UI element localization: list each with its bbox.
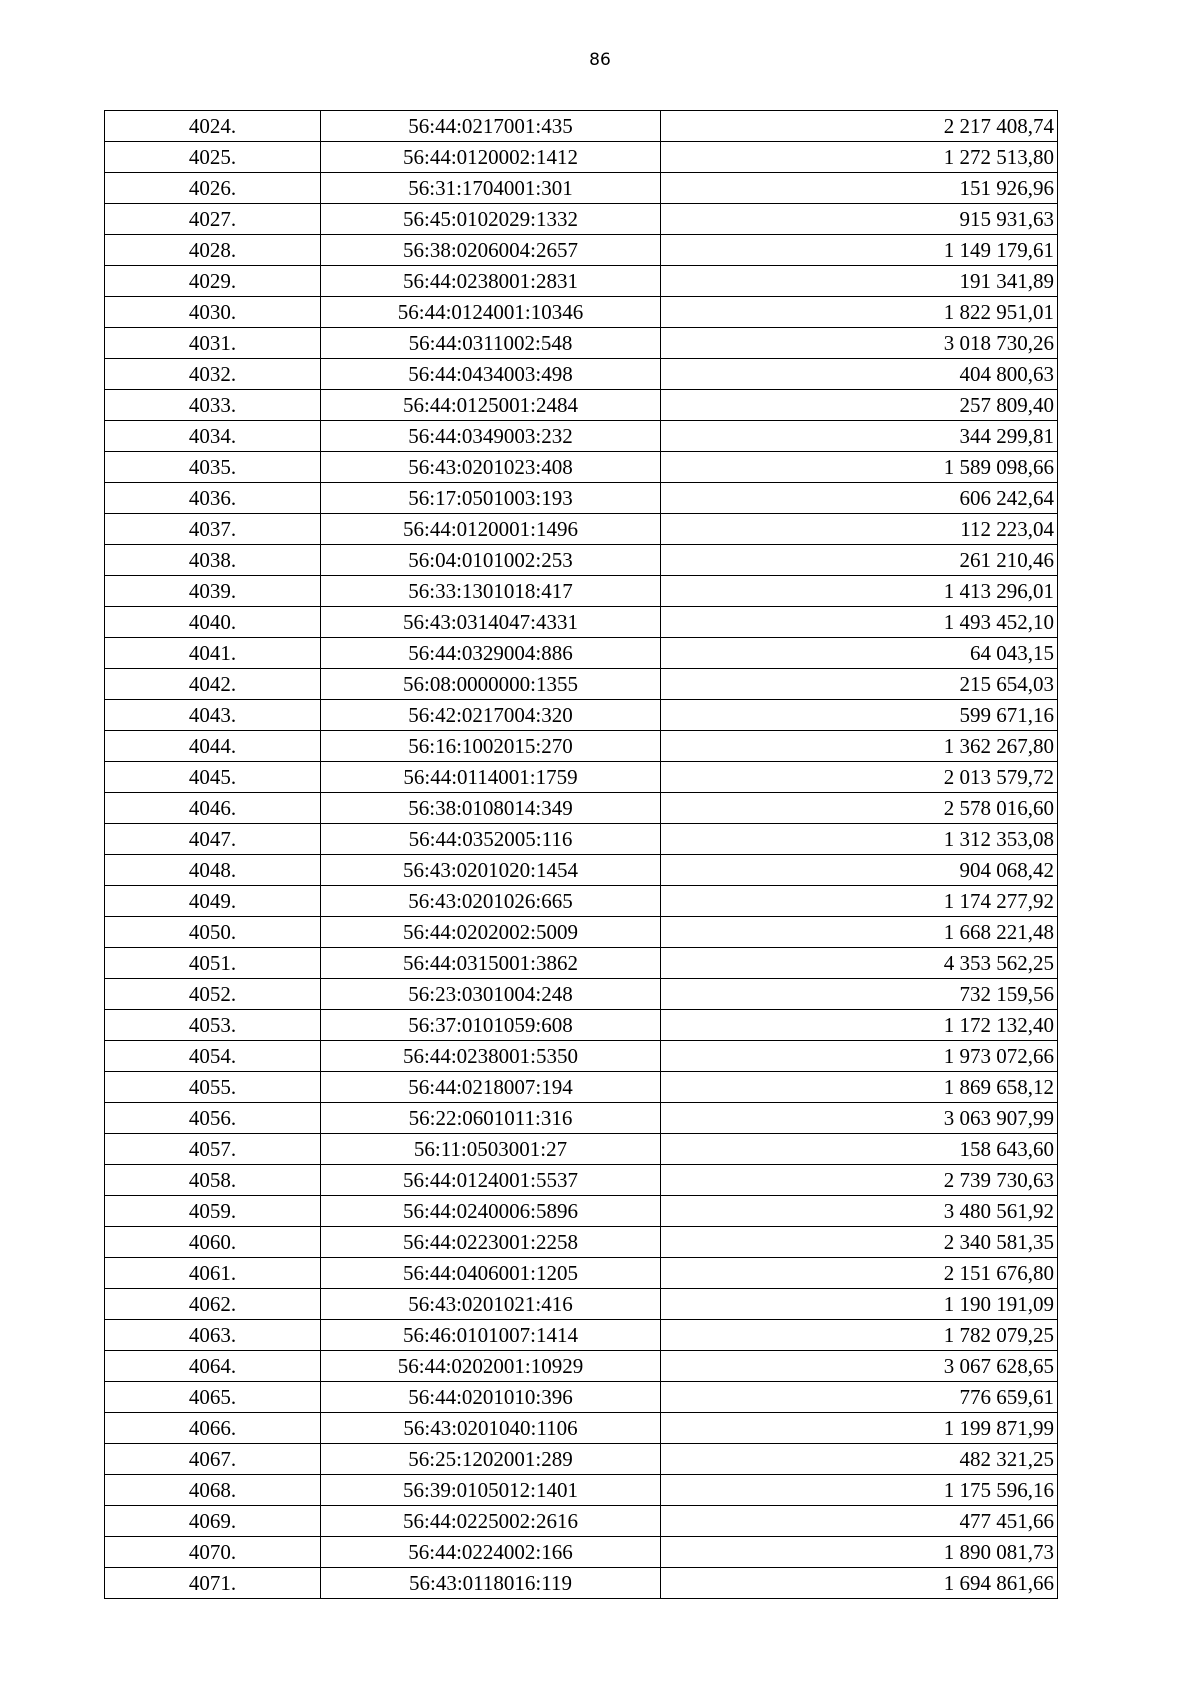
table-row: [105, 638, 1058, 669]
cadastral-number-cell: 56:39:0105012:1401: [321, 1475, 661, 1506]
cadastral-value-cell: 1 362 267,80: [661, 731, 1058, 762]
table-row: [105, 483, 1058, 514]
table-row: [105, 1258, 1058, 1289]
cadastral-number-cell: 56:16:1002015:270: [321, 731, 661, 762]
cadastral-number-cell: 56:25:1202001:289: [321, 1444, 661, 1475]
cadastral-value-cell: 1 172 132,40: [661, 1010, 1058, 1041]
cadastral-number-cell: 56:44:0311002:548: [321, 328, 661, 359]
table-row: [105, 1351, 1058, 1382]
table-row: [105, 576, 1058, 607]
table-row: [105, 1041, 1058, 1072]
cadastral-number-cell: 56:04:0101002:253: [321, 545, 661, 576]
cadastral-value-cell: 2 151 676,80: [661, 1258, 1058, 1289]
cadastral-number-cell: 56:44:0202002:5009: [321, 917, 661, 948]
cadastral-value-cell: 1 413 296,01: [661, 576, 1058, 607]
table-row: [105, 793, 1058, 824]
row-number-cell: 4036.: [105, 483, 321, 514]
table-row: [105, 1289, 1058, 1320]
cadastral-number-cell: 56:44:0238001:5350: [321, 1041, 661, 1072]
row-number-cell: 4060.: [105, 1227, 321, 1258]
cadastral-number-cell: 56:43:0201023:408: [321, 452, 661, 483]
cadastral-value-cell: 257 809,40: [661, 390, 1058, 421]
cadastral-value-table: [104, 110, 1058, 1599]
table-row: [105, 328, 1058, 359]
row-number-cell: 4044.: [105, 731, 321, 762]
cadastral-value-cell: 1 312 353,08: [661, 824, 1058, 855]
cadastral-value-cell: 2 340 581,35: [661, 1227, 1058, 1258]
cadastral-value-cell: 776 659,61: [661, 1382, 1058, 1413]
cadastral-number-cell: 56:44:0223001:2258: [321, 1227, 661, 1258]
row-number-cell: 4032.: [105, 359, 321, 390]
row-number-cell: 4042.: [105, 669, 321, 700]
cadastral-number-cell: 56:44:0201010:396: [321, 1382, 661, 1413]
table-row: [105, 1475, 1058, 1506]
cadastral-number-cell: 56:44:0240006:5896: [321, 1196, 661, 1227]
row-number-cell: 4043.: [105, 700, 321, 731]
table-row: [105, 731, 1058, 762]
cadastral-number-cell: 56:31:1704001:301: [321, 173, 661, 204]
cadastral-value-cell: 1 782 079,25: [661, 1320, 1058, 1351]
table-row: [105, 111, 1058, 142]
table-row: [105, 142, 1058, 173]
table-row: [105, 421, 1058, 452]
cadastral-value-cell: 606 242,64: [661, 483, 1058, 514]
cadastral-value-cell: 404 800,63: [661, 359, 1058, 390]
cadastral-value-cell: 477 451,66: [661, 1506, 1058, 1537]
row-number-cell: 4051.: [105, 948, 321, 979]
row-number-cell: 4039.: [105, 576, 321, 607]
cadastral-number-cell: 56:44:0225002:2616: [321, 1506, 661, 1537]
cadastral-value-cell: 2 739 730,63: [661, 1165, 1058, 1196]
cadastral-value-cell: 482 321,25: [661, 1444, 1058, 1475]
row-number-cell: 4024.: [105, 111, 321, 142]
row-number-cell: 4029.: [105, 266, 321, 297]
cadastral-value-cell: 1 149 179,61: [661, 235, 1058, 266]
table-row: [105, 1072, 1058, 1103]
table-row: [105, 1196, 1058, 1227]
table-row: [105, 266, 1058, 297]
table-body: [105, 111, 1058, 1599]
cadastral-value-cell: 1 822 951,01: [661, 297, 1058, 328]
table-row: [105, 390, 1058, 421]
row-number-cell: 4037.: [105, 514, 321, 545]
row-number-cell: 4065.: [105, 1382, 321, 1413]
cadastral-value-cell: 64 043,15: [661, 638, 1058, 669]
cadastral-number-cell: 56:43:0201020:1454: [321, 855, 661, 886]
cadastral-number-cell: 56:46:0101007:1414: [321, 1320, 661, 1351]
row-number-cell: 4027.: [105, 204, 321, 235]
row-number-cell: 4034.: [105, 421, 321, 452]
cadastral-number-cell: 56:37:0101059:608: [321, 1010, 661, 1041]
row-number-cell: 4053.: [105, 1010, 321, 1041]
cadastral-value-cell: 1 272 513,80: [661, 142, 1058, 173]
cadastral-number-cell: 56:43:0201026:665: [321, 886, 661, 917]
cadastral-number-cell: 56:33:1301018:417: [321, 576, 661, 607]
row-number-cell: 4035.: [105, 452, 321, 483]
cadastral-value-cell: 3 067 628,65: [661, 1351, 1058, 1382]
cadastral-value-cell: 112 223,04: [661, 514, 1058, 545]
table-row: [105, 235, 1058, 266]
cadastral-number-cell: 56:17:0501003:193: [321, 483, 661, 514]
table-row: [105, 762, 1058, 793]
row-number-cell: 4049.: [105, 886, 321, 917]
table-row: [105, 1134, 1058, 1165]
row-number-cell: 4028.: [105, 235, 321, 266]
cadastral-value-cell: 344 299,81: [661, 421, 1058, 452]
cadastral-value-cell: 261 210,46: [661, 545, 1058, 576]
cadastral-number-cell: 56:44:0125001:2484: [321, 390, 661, 421]
cadastral-value-cell: 158 643,60: [661, 1134, 1058, 1165]
table-row: [105, 669, 1058, 700]
cadastral-value-cell: 2 578 016,60: [661, 793, 1058, 824]
table-row: [105, 979, 1058, 1010]
row-number-cell: 4059.: [105, 1196, 321, 1227]
row-number-cell: 4057.: [105, 1134, 321, 1165]
row-number-cell: 4030.: [105, 297, 321, 328]
cadastral-number-cell: 56:44:0434003:498: [321, 359, 661, 390]
table-row: [105, 1413, 1058, 1444]
row-number-cell: 4026.: [105, 173, 321, 204]
table-row: [105, 607, 1058, 638]
cadastral-number-cell: 56:43:0201021:416: [321, 1289, 661, 1320]
cadastral-number-cell: 56:45:0102029:1332: [321, 204, 661, 235]
table-row: [105, 545, 1058, 576]
row-number-cell: 4046.: [105, 793, 321, 824]
cadastral-value-cell: 1 890 081,73: [661, 1537, 1058, 1568]
row-number-cell: 4055.: [105, 1072, 321, 1103]
table-row: [105, 297, 1058, 328]
table-row: [105, 824, 1058, 855]
row-number-cell: 4070.: [105, 1537, 321, 1568]
row-number-cell: 4068.: [105, 1475, 321, 1506]
table-row: [105, 514, 1058, 545]
cadastral-value-cell: 1 174 277,92: [661, 886, 1058, 917]
cadastral-number-cell: 56:44:0114001:1759: [321, 762, 661, 793]
cadastral-number-cell: 56:23:0301004:248: [321, 979, 661, 1010]
cadastral-value-cell: 732 159,56: [661, 979, 1058, 1010]
cadastral-number-cell: 56:08:0000000:1355: [321, 669, 661, 700]
row-number-cell: 4056.: [105, 1103, 321, 1134]
row-number-cell: 4041.: [105, 638, 321, 669]
table-row: [105, 1010, 1058, 1041]
cadastral-value-cell: 1 175 596,16: [661, 1475, 1058, 1506]
cadastral-number-cell: 56:44:0406001:1205: [321, 1258, 661, 1289]
table-row: [105, 1227, 1058, 1258]
row-number-cell: 4031.: [105, 328, 321, 359]
cadastral-number-cell: 56:44:0124001:10346: [321, 297, 661, 328]
cadastral-value-cell: 1 694 861,66: [661, 1568, 1058, 1599]
row-number-cell: 4069.: [105, 1506, 321, 1537]
table-row: [105, 1444, 1058, 1475]
cadastral-number-cell: 56:44:0120001:1496: [321, 514, 661, 545]
row-number-cell: 4054.: [105, 1041, 321, 1072]
table-row: [105, 1382, 1058, 1413]
table-row: [105, 452, 1058, 483]
cadastral-value-cell: 1 493 452,10: [661, 607, 1058, 638]
cadastral-value-cell: 191 341,89: [661, 266, 1058, 297]
cadastral-value-cell: 2 013 579,72: [661, 762, 1058, 793]
table-row: [105, 204, 1058, 235]
cadastral-number-cell: 56:44:0352005:116: [321, 824, 661, 855]
cadastral-value-cell: 3 018 730,26: [661, 328, 1058, 359]
table-row: [105, 173, 1058, 204]
cadastral-number-cell: 56:44:0224002:166: [321, 1537, 661, 1568]
cadastral-number-cell: 56:43:0118016:119: [321, 1568, 661, 1599]
row-number-cell: 4047.: [105, 824, 321, 855]
cadastral-number-cell: 56:44:0329004:886: [321, 638, 661, 669]
row-number-cell: 4063.: [105, 1320, 321, 1351]
cadastral-value-cell: 1 973 072,66: [661, 1041, 1058, 1072]
table-row: [105, 1103, 1058, 1134]
cadastral-value-cell: 1 199 871,99: [661, 1413, 1058, 1444]
cadastral-number-cell: 56:44:0218007:194: [321, 1072, 661, 1103]
table-row: [105, 1506, 1058, 1537]
cadastral-value-cell: 4 353 562,25: [661, 948, 1058, 979]
cadastral-number-cell: 56:42:0217004:320: [321, 700, 661, 731]
cadastral-value-cell: 915 931,63: [661, 204, 1058, 235]
table-row: [105, 948, 1058, 979]
table-row: [105, 1165, 1058, 1196]
row-number-cell: 4061.: [105, 1258, 321, 1289]
row-number-cell: 4050.: [105, 917, 321, 948]
row-number-cell: 4038.: [105, 545, 321, 576]
row-number-cell: 4040.: [105, 607, 321, 638]
cadastral-number-cell: 56:44:0120002:1412: [321, 142, 661, 173]
row-number-cell: 4071.: [105, 1568, 321, 1599]
row-number-cell: 4066.: [105, 1413, 321, 1444]
row-number-cell: 4067.: [105, 1444, 321, 1475]
table-row: [105, 1568, 1058, 1599]
cadastral-value-cell: 1 869 658,12: [661, 1072, 1058, 1103]
page-number: 86: [589, 50, 611, 70]
row-number-cell: 4064.: [105, 1351, 321, 1382]
table-row: [105, 1320, 1058, 1351]
cadastral-number-cell: 56:44:0217001:435: [321, 111, 661, 142]
cadastral-value-cell: 215 654,03: [661, 669, 1058, 700]
cadastral-number-cell: 56:43:0201040:1106: [321, 1413, 661, 1444]
row-number-cell: 4058.: [105, 1165, 321, 1196]
table-row: [105, 855, 1058, 886]
cadastral-number-cell: 56:44:0124001:5537: [321, 1165, 661, 1196]
cadastral-number-cell: 56:43:0314047:4331: [321, 607, 661, 638]
row-number-cell: 4033.: [105, 390, 321, 421]
cadastral-value-cell: 904 068,42: [661, 855, 1058, 886]
cadastral-value-cell: 599 671,16: [661, 700, 1058, 731]
cadastral-number-cell: 56:44:0202001:10929: [321, 1351, 661, 1382]
cadastral-number-cell: 56:11:0503001:27: [321, 1134, 661, 1165]
table-row: [105, 1537, 1058, 1568]
table-row: [105, 359, 1058, 390]
cadastral-number-cell: 56:22:0601011:316: [321, 1103, 661, 1134]
cadastral-number-cell: 56:44:0315001:3862: [321, 948, 661, 979]
cadastral-value-cell: 3 063 907,99: [661, 1103, 1058, 1134]
table-row: [105, 700, 1058, 731]
row-number-cell: 4045.: [105, 762, 321, 793]
cadastral-value-cell: 3 480 561,92: [661, 1196, 1058, 1227]
cadastral-value-cell: 1 668 221,48: [661, 917, 1058, 948]
cadastral-value-cell: 1 589 098,66: [661, 452, 1058, 483]
cadastral-number-cell: 56:44:0238001:2831: [321, 266, 661, 297]
table-row: [105, 886, 1058, 917]
cadastral-value-cell: 151 926,96: [661, 173, 1058, 204]
table-row: [105, 917, 1058, 948]
row-number-cell: 4052.: [105, 979, 321, 1010]
row-number-cell: 4025.: [105, 142, 321, 173]
cadastral-value-cell: 1 190 191,09: [661, 1289, 1058, 1320]
row-number-cell: 4048.: [105, 855, 321, 886]
cadastral-number-cell: 56:38:0206004:2657: [321, 235, 661, 266]
cadastral-number-cell: 56:44:0349003:232: [321, 421, 661, 452]
row-number-cell: 4062.: [105, 1289, 321, 1320]
cadastral-value-cell: 2 217 408,74: [661, 111, 1058, 142]
cadastral-number-cell: 56:38:0108014:349: [321, 793, 661, 824]
